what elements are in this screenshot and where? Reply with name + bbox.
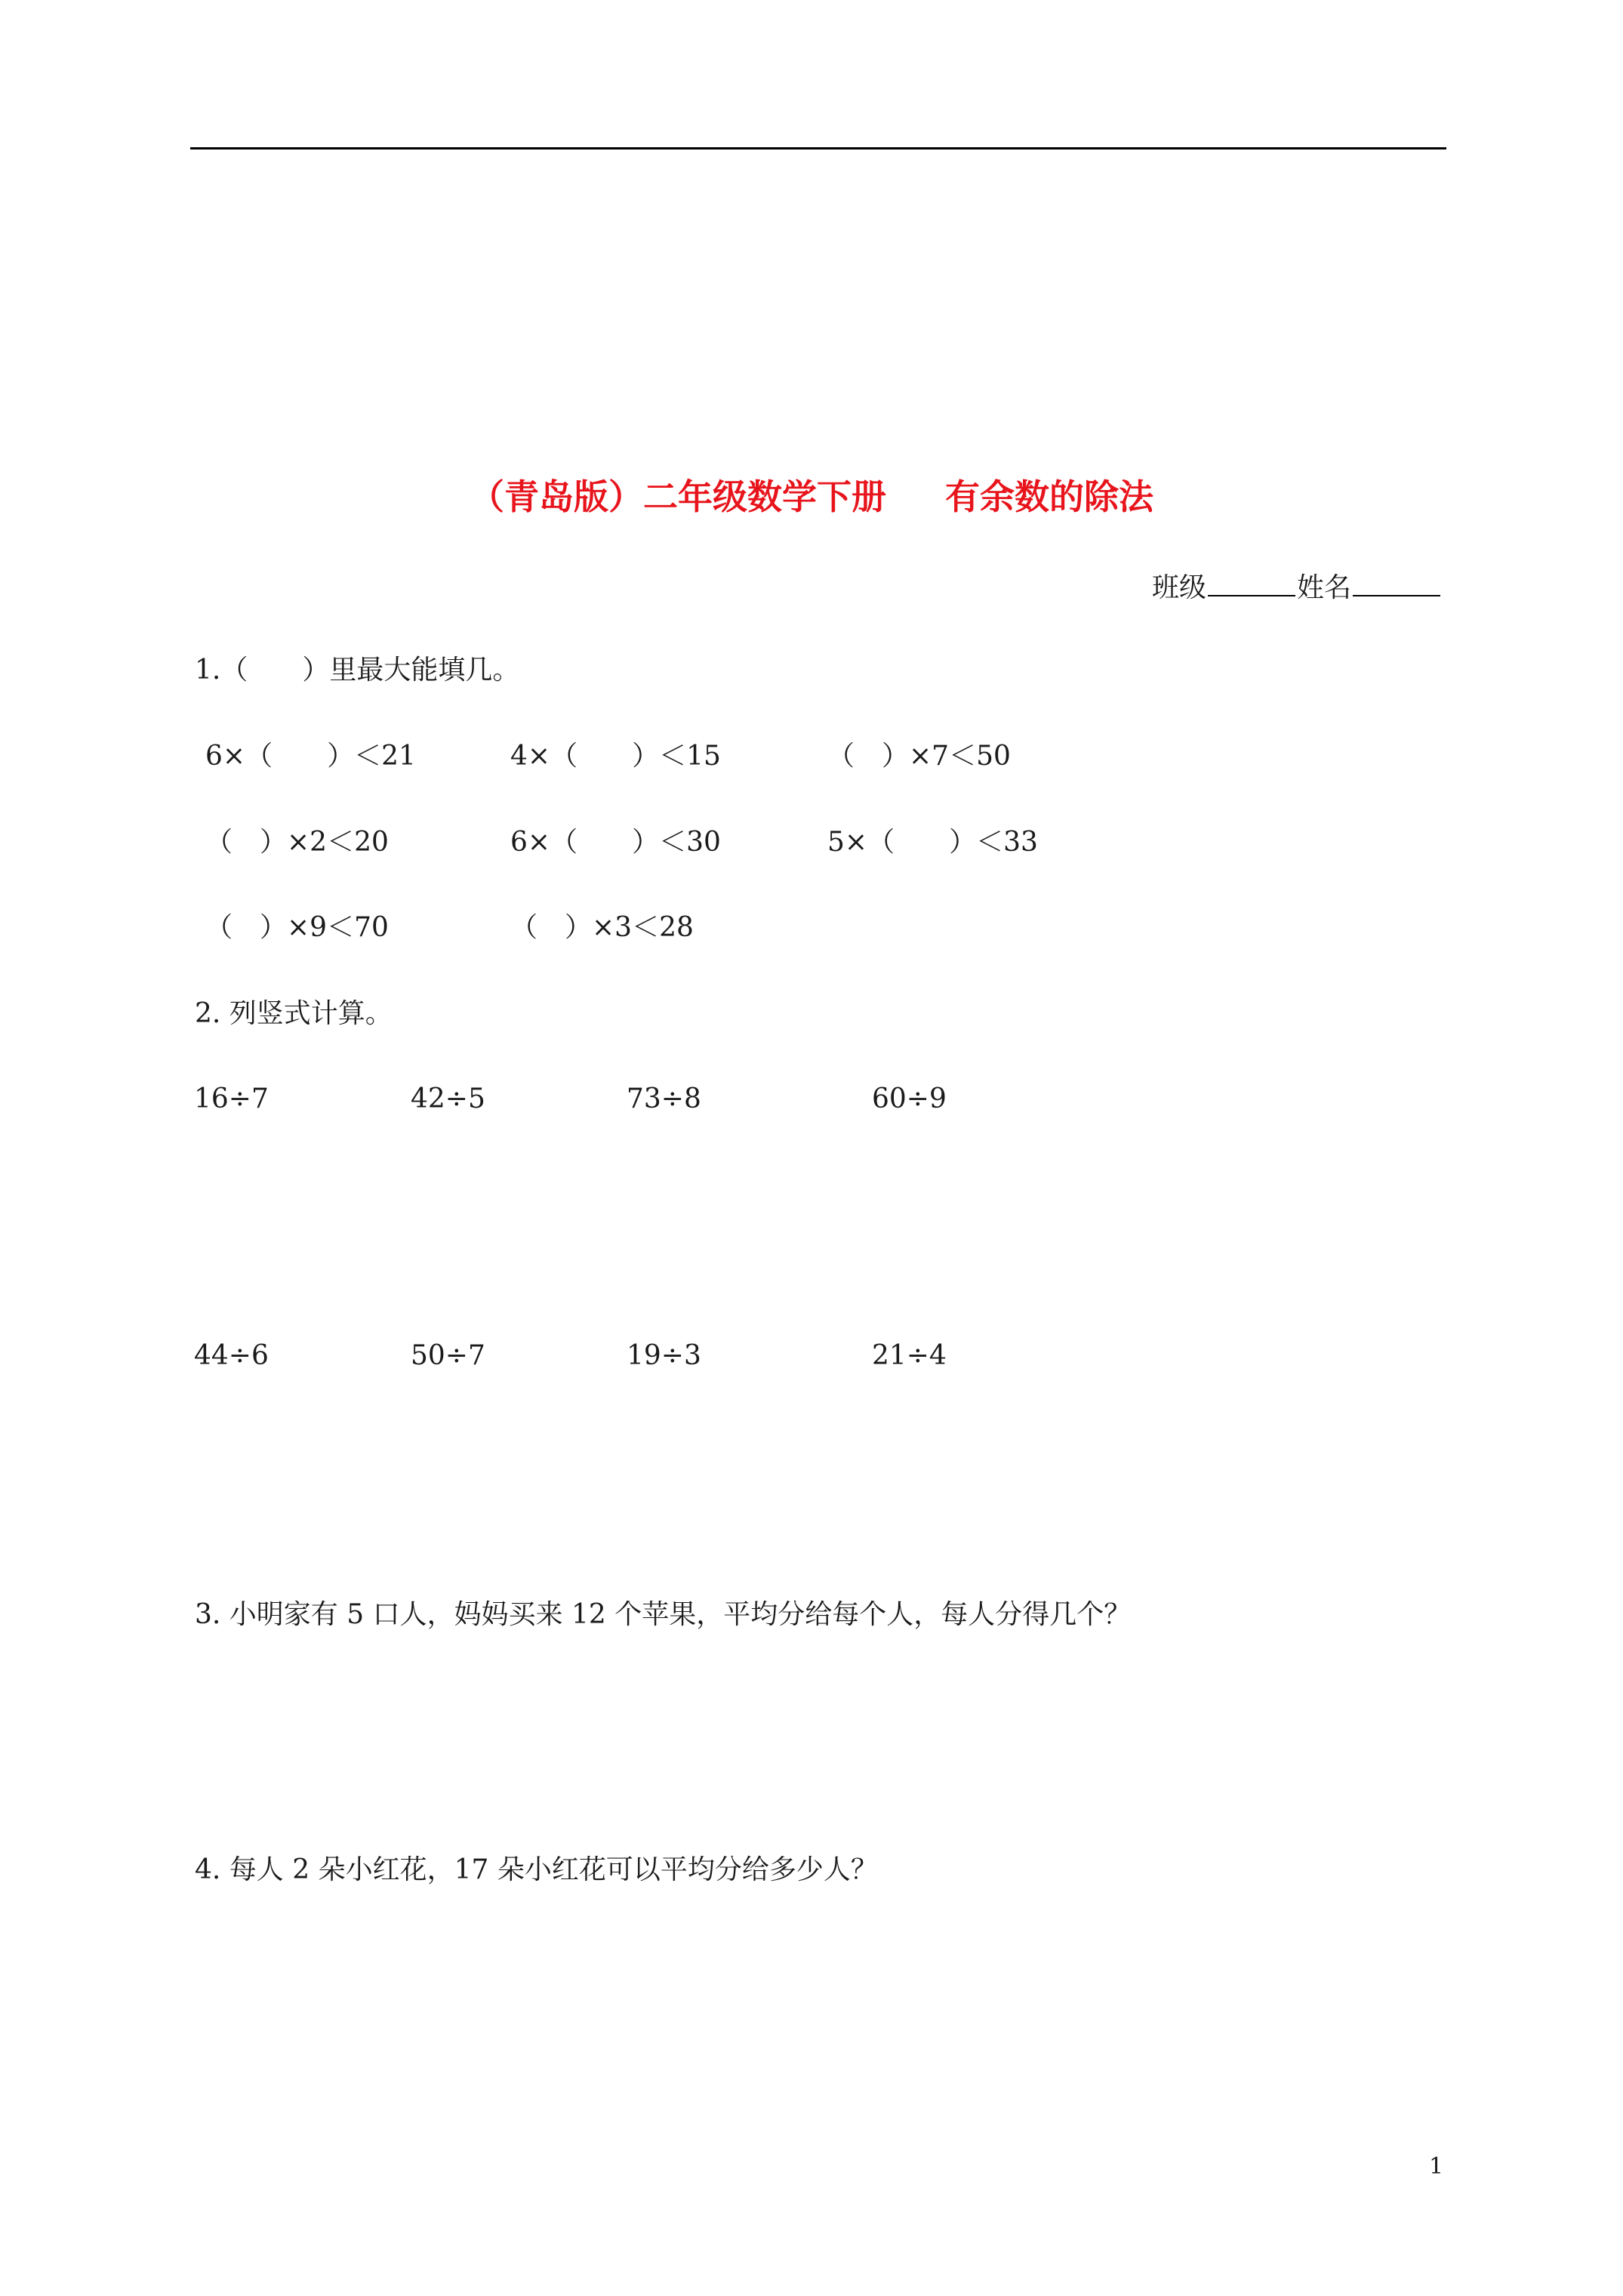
class-label: 班级 bbox=[1151, 572, 1206, 603]
name-blank[interactable] bbox=[1353, 571, 1440, 596]
q2-label: 2. 列竖式计算。 bbox=[195, 998, 393, 1029]
q1-item: 5×（ ）＜33 bbox=[827, 827, 1038, 858]
q2-item: 60÷9 bbox=[872, 1083, 947, 1114]
q2-item: 44÷6 bbox=[194, 1340, 269, 1371]
q1-label: 1.（ ）里最大能填几。 bbox=[195, 655, 520, 686]
q1-item: （ ）×9＜70 bbox=[205, 912, 389, 943]
q4-label: 4. 每人 2 朵小红花，17 朵小红花可以平均分给多少人？ bbox=[195, 1854, 878, 1885]
q1-item: （ ）×2＜20 bbox=[205, 827, 389, 858]
page-title: （青岛版）二年级数学下册 有余数的除法 bbox=[470, 476, 1153, 517]
class-blank[interactable] bbox=[1208, 571, 1295, 596]
q2-item: 19÷3 bbox=[627, 1340, 701, 1371]
q1-item: 4×（ ）＜15 bbox=[510, 741, 721, 772]
q2-item: 21÷4 bbox=[872, 1340, 947, 1371]
student-info bbox=[1152, 571, 1442, 602]
q1-item: （ ）×3＜28 bbox=[510, 912, 694, 943]
q2-item: 50÷7 bbox=[411, 1340, 485, 1371]
q2-item: 16÷7 bbox=[194, 1083, 269, 1114]
q3-label: 3. 小明家有 5 口人，妈妈买来 12 个苹果，平均分给每个人，每人分得几个？ bbox=[195, 1599, 1132, 1630]
name-label: 姓名 bbox=[1296, 572, 1351, 603]
q1-item: 6×（ ）＜30 bbox=[510, 827, 721, 858]
q2-item: 42÷5 bbox=[411, 1083, 485, 1114]
q1-item: 6×（ ）＜21 bbox=[205, 741, 416, 772]
header-rule bbox=[190, 147, 1446, 149]
q1-item: （ ）×7＜50 bbox=[827, 741, 1011, 772]
q2-item: 73÷8 bbox=[627, 1083, 701, 1114]
page-number: 1 bbox=[1429, 2153, 1444, 2180]
